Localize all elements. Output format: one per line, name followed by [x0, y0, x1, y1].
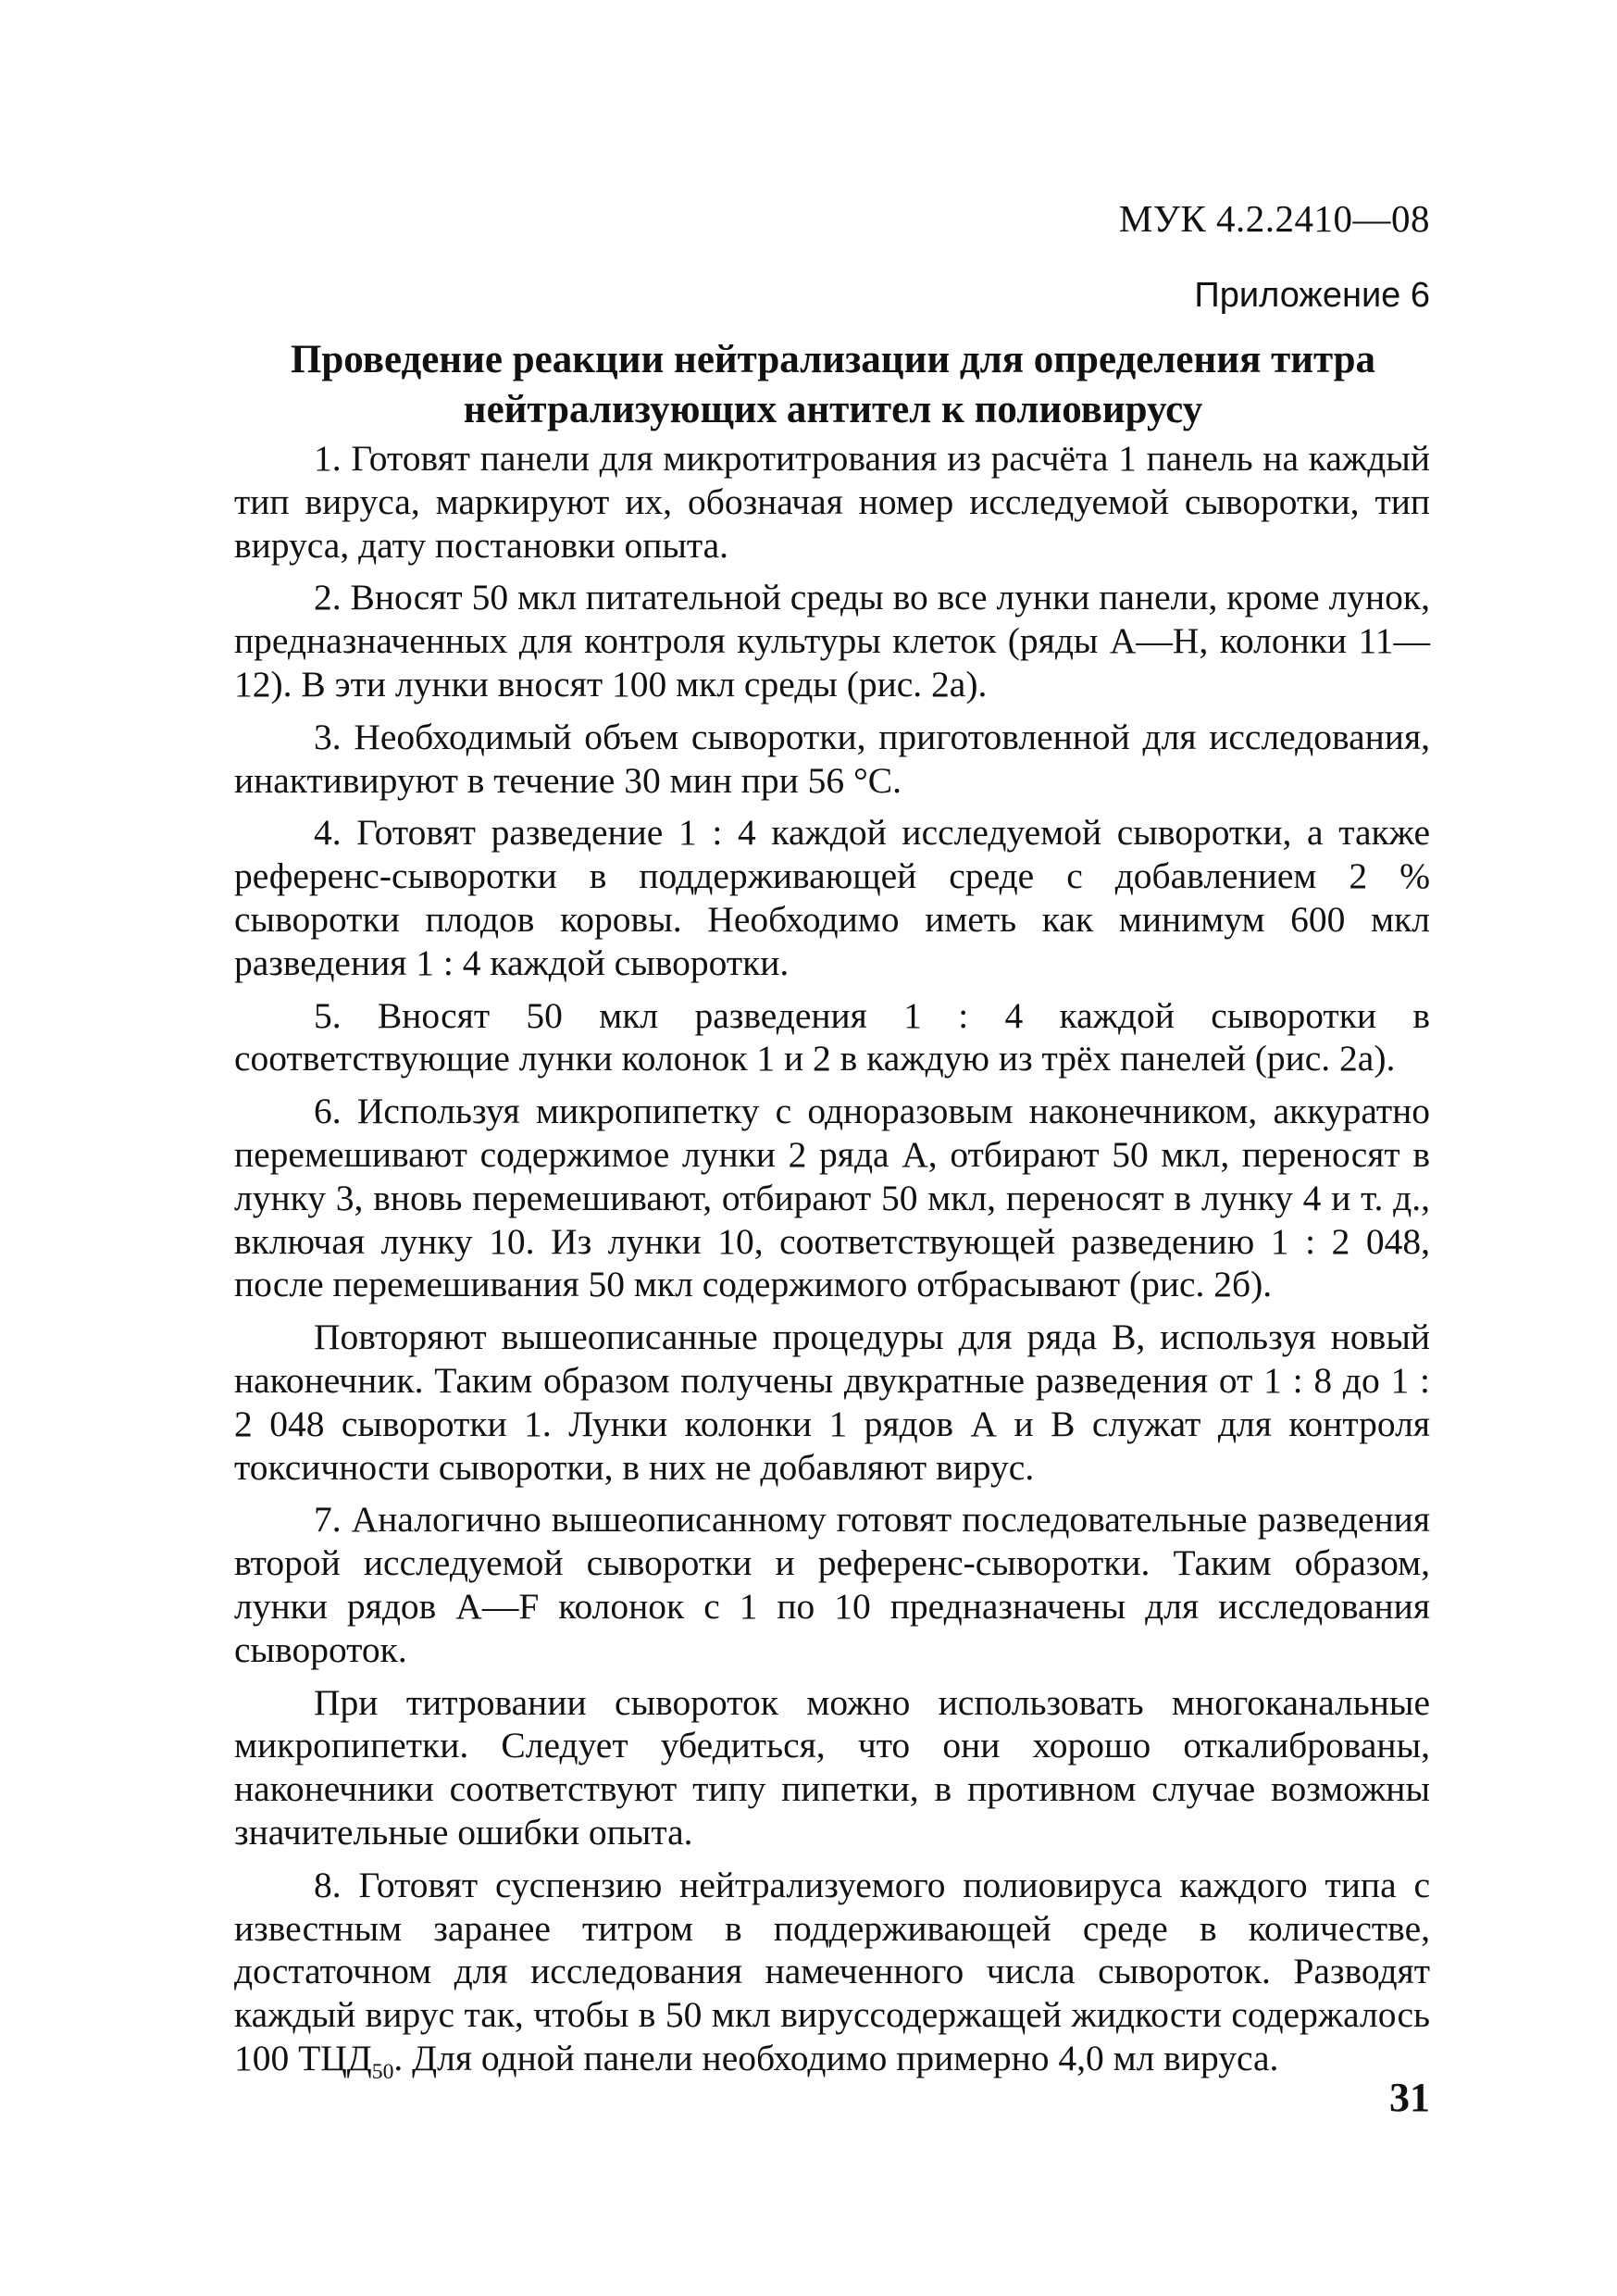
paragraph-last-tail: . Для одной панели необходимо примерно 4,0 мл вируса. [393, 2037, 1279, 2078]
paragraph: 2. Вносят 50 мкл питательной среды во все лунки панели, кроме лунок, предназначенных для контроля культуры клеток (ряды А—Н, колонки 11—12). В эти лунки вносят 100 мкл среды (рис. 2а). [234, 577, 1430, 705]
paragraph: При титровании сывороток можно использовать многоканальные микропипетки. Следует убедиться, что они хорошо откалиброваны, наконечники соответствуют типу пипетки, в противном случае возможны значительные ошибки опыта. [234, 1681, 1430, 1853]
paragraph: 6. Используя микропипетку с одноразовым наконечником, аккуратно перемешивают содержимое лунки 2 ряда А, отбирают 50 мкл, переносят в лунку 3, вновь перемешивают, отбирают 50 мкл, переносят в лунку 4 и т. д., включая лунку 10. Из лунки 10, соответствующей разведению 1 : 2 048, после перемешивания 50 мкл содержимого отбрасывают (рис. 2б). [234, 1091, 1430, 1305]
subscript: 50 [371, 2059, 394, 2084]
page-number: 31 [1389, 2075, 1430, 2120]
appendix-label: Приложение 6 [1194, 276, 1430, 315]
paragraph: 5. Вносят 50 мкл разведения 1 : 4 каждой сыворотки в соответствующие лунки колонок 1 и 2 в каждую из трёх панелей (рис. 2а). [234, 994, 1430, 1079]
document-body [234, 437, 1430, 2090]
paragraph: 3. Необходимый объем сыворотки, приготовленной для исследования, инактивируют в течение 30 мин при 56 °С. [234, 716, 1430, 801]
paragraph: Повторяют вышеописанные процедуры для ряда В, используя новый наконечник. Таким образом получены двукратные разведения от 1 : 8 до 1 : 2 048 сыворотки 1. Лунки колонки 1 рядов А и В служат для контроля токсичности сыворотки, в них не добавляют вирус. [234, 1316, 1430, 1488]
section-title: Проведение реакции нейтрализации для определения титра нейтрализующих антител к полиовирусу [290, 338, 1376, 431]
paragraph: 7. Аналогично вышеописанному готовят последовательные разведения второй исследуемой сыворотки и референс-сыворотки. Таким образом, лунки рядов А—F колонок с 1 по 10 предназначены для исследования сывороток. [234, 1499, 1430, 1670]
paragraph-last [234, 1864, 1430, 2084]
paragraph: 1. Готовят панели для микротитрования из расчёта 1 панель на каждый тип вируса, маркируют их, обозначая номер исследуемой сыворотки, тип вируса, дату постановки опыта. [234, 438, 1430, 566]
document-code: МУК 4.2.2410—08 [1118, 197, 1430, 240]
paragraph-last-text: 8. Готовят суспензию нейтрализуемого полиовируса каждого типа с известным заранее титром в поддерживающей среде в количестве, достаточном для исследования намеченного числа сывороток. Разводят каждый вирус так, чтобы в 50 мкл вируссодержащей жидкости содержалось 100 ТЦД [234, 1864, 1430, 2078]
paragraph: 4. Готовят разведение 1 : 4 каждой исследуемой сыворотки, а также референс-сыворотки в поддерживающей среде с добавлением 2 % сыворотки плодов коровы. Необходимо иметь как минимум 600 мкл разведения 1 : 4 каждой сыворотки. [234, 812, 1430, 983]
